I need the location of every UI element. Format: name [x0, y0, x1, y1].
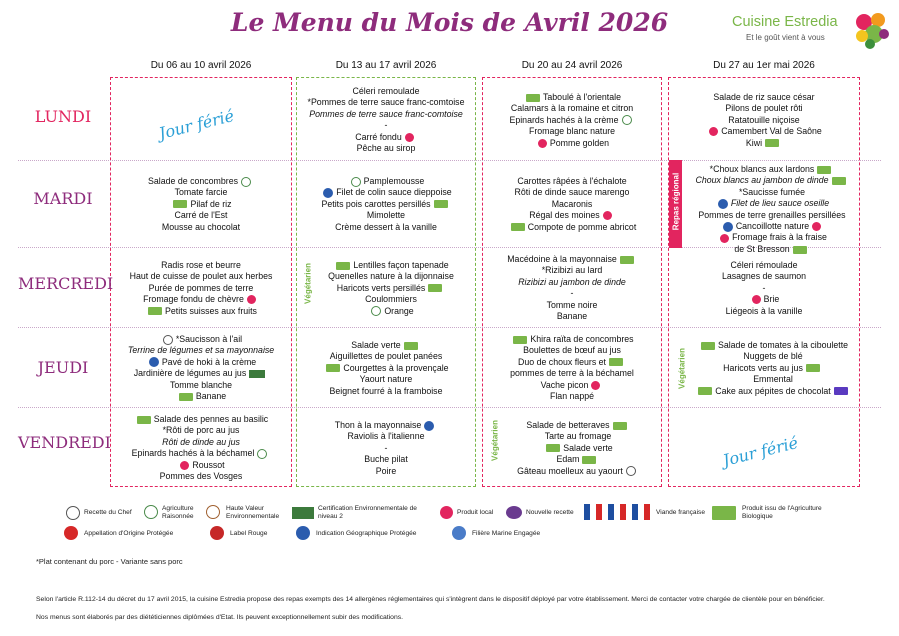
legend-hve: Haute Valeur Environnementale [226, 505, 280, 520]
menu-w2-mardi [298, 176, 474, 233]
repas-regional-label: Repas régional [671, 172, 681, 231]
menu-w4-mercredi [670, 260, 858, 317]
menu-w1-jeudi [112, 334, 290, 402]
menu-item: Brie [763, 294, 780, 305]
menu-item: Pavé de hoki à la crème [161, 356, 257, 367]
certification-icon [249, 370, 265, 378]
legend-msc: Filière Marine Engagée [472, 530, 541, 537]
menu-item: Coulommiers [365, 294, 417, 305]
menu-item: Tomate farcie [174, 187, 228, 198]
viande-francaise-icon [608, 504, 626, 520]
menu-item: Rizibizi au jambon de dinde [518, 276, 626, 287]
menu-item: Roussot [192, 459, 225, 470]
menu-w3-lundi [484, 92, 660, 149]
menu-item: Pommes des Vosges [159, 471, 243, 482]
menu-item: Radis rose et beurre [161, 260, 241, 270]
bio-icon [582, 456, 596, 464]
menu-item: Salade de betteraves [526, 420, 610, 430]
menu-item: pommes de terre à la béchamel [510, 368, 634, 379]
vegetarien-label: Végétarien [677, 348, 687, 389]
menu-w3-jeudi [484, 334, 660, 402]
menu-item: - [762, 282, 766, 293]
menu-w2-vendredi [298, 420, 474, 477]
menu-item: Beignet fourré à la framboise [329, 385, 443, 396]
day-jeudi: JEUDI [37, 358, 89, 377]
bio-icon [765, 139, 779, 147]
msc-icon [452, 526, 466, 540]
legend-local: Produit local [457, 509, 494, 516]
bio-icon [806, 364, 820, 372]
menu-item: Yaourt nature [359, 374, 413, 385]
menu-item: Orange [384, 305, 414, 316]
legend-chef: Recette du Chef [84, 509, 132, 516]
menu-item: Fromage frais à la fraise [732, 232, 827, 243]
bio-icon [701, 342, 715, 350]
row-divider [18, 327, 881, 328]
menu-item: - [384, 442, 388, 453]
menu-item: Céleri rémoulade [730, 260, 798, 270]
nouvelle-recette-icon [834, 387, 848, 395]
hve-icon [622, 115, 632, 125]
menu-w1-mercredi [112, 260, 290, 317]
aop-icon [64, 526, 78, 540]
week4-header: Du 27 au 1er mai 2026 [713, 60, 815, 71]
menu-w3-mercredi [484, 254, 660, 322]
msc-icon [323, 188, 333, 198]
day-lundi: LUNDI [34, 107, 92, 126]
bio-icon [613, 422, 627, 430]
msc-icon [424, 421, 434, 431]
menu-item: Salade de concombres [148, 176, 238, 186]
week2-header: Du 13 au 17 avril 2026 [335, 60, 437, 71]
menu-item: Pamplemousse [363, 176, 425, 186]
row-divider [18, 160, 881, 161]
menu-item: Pomme golden [549, 137, 610, 148]
menu-item: Haut de cuisse de poulet aux herbes [129, 271, 273, 282]
menu-item: *Rôti de porc au jus [162, 425, 240, 436]
bio-icon [832, 177, 846, 185]
menu-item: Céleri remoulade [352, 86, 420, 96]
menu-item: *Saucisson à l'ail [175, 334, 243, 344]
bio-icon [526, 94, 540, 102]
menu-item: Jardinière de légumes au jus [133, 368, 247, 379]
vegetarien-label: Végétarien [303, 263, 313, 304]
menu-item: Cancoillotte nature [735, 221, 810, 232]
hve-icon [206, 505, 220, 519]
menu-item: Nuggets de blé [743, 351, 803, 362]
menu-item: Courgettes à la provençale [343, 362, 449, 373]
week3-header: Du 20 au 24 avril 2026 [521, 60, 623, 71]
local-product-icon [405, 133, 414, 142]
menu-item: Rôti de dinde sauce marengo [514, 187, 630, 198]
menu-w3-vendredi [496, 420, 660, 477]
bio-icon [137, 416, 151, 424]
hve-icon [241, 177, 251, 187]
menu-w4-mardi [684, 164, 860, 255]
menu-item: Salade des pennes au basilic [153, 414, 269, 424]
menu-item: Raviolis à l'italienne [347, 431, 425, 442]
msc-icon [718, 199, 728, 209]
menu-item: Salade verte [563, 442, 613, 453]
menu-item: Aiguillettes de poulet panées [329, 351, 443, 362]
dietician-note: Nos menus sont élaborés par des diététiciennes diplômées d'Etat. Ils peuvent exceptionnellement subir des modifications. [36, 614, 404, 621]
menu-w3-mardi [484, 176, 660, 233]
week1-header: Du 06 au 10 avril 2026 [150, 60, 252, 71]
msc-icon [149, 357, 159, 367]
menu-item: *Saucisse fumée [738, 186, 805, 197]
porc-note: *Plat contenant du porc - Variante sans porc [36, 557, 183, 566]
menu-item: Mimolette [366, 210, 406, 221]
chef-icon [163, 335, 173, 345]
bio-icon [336, 262, 350, 270]
bio-icon [609, 358, 623, 366]
bio-icon [173, 200, 187, 208]
menu-item: Petits pois carottes persillés [321, 198, 431, 209]
menu-item: Emmental [753, 374, 793, 385]
local-product-icon [247, 295, 256, 304]
menu-item: Petits suisses aux fruits [165, 305, 257, 316]
menu-item: Flan nappé [549, 391, 595, 402]
menu-item: Banane [556, 311, 588, 322]
local-product-icon [180, 461, 189, 470]
menu-item: Epinards hachés à la béchamel [131, 448, 255, 459]
menu-item: Fromage blanc nature [528, 126, 616, 137]
legend-aop: Appellation d'Origine Protégée [84, 530, 174, 537]
menu-item: Choux blancs au jambon de dinde [695, 175, 829, 186]
legend-agri: Agriculture Raisonnée [162, 505, 194, 520]
menu-item: Salade verte [351, 340, 401, 350]
menu-item: *Pommes de terre sauce franc-comtoise [307, 97, 465, 108]
menu-item: Gâteau moelleux au yaourt [517, 465, 623, 476]
local-product-icon [812, 222, 821, 231]
bio-icon [404, 342, 418, 350]
menu-item: *Choux blancs aux lardons [709, 164, 815, 174]
bio-icon [434, 200, 448, 208]
local-product-icon [709, 127, 718, 136]
menu-item: Calamars à la romaine et citron [510, 103, 634, 114]
repas-regional-banner [669, 160, 682, 248]
menu-item: *Rizibizi au lard [541, 265, 603, 276]
menu-w2-jeudi [298, 340, 474, 397]
menu-item: Carré fondu [355, 131, 402, 142]
day-mercredi: MERCREDI [18, 274, 114, 293]
menu-item: Epinards hachés à la crème [509, 114, 619, 125]
menu-item: Quenelles nature à la dijonnaise [328, 271, 454, 282]
nouvelle-recette-icon [506, 506, 522, 519]
menu-item: Pommes de terre grenailles persillées [698, 209, 846, 220]
allergen-note: Selon l'article R.112-14 du décret du 17 avril 2015, la cuisine Estredia propose des repas exempts des 14 allergènes réglementaires qui s'intègrent dans le dispositif déployé par votre établissement. Merci de contacter votre chargée de clientèle pour en bénéficier. [36, 596, 825, 603]
local-product-icon [440, 506, 453, 519]
viande-francaise-icon [632, 504, 650, 520]
local-product-icon [720, 234, 729, 243]
hve-icon [257, 449, 267, 459]
menu-item: Tomme noire [546, 299, 598, 310]
menu-item: Taboulé à l'orientale [543, 92, 621, 102]
menu-item: Khira raïta de concombres [530, 334, 634, 344]
day-vendredi: VENDREDI [18, 433, 111, 452]
menu-w4-lundi [670, 92, 858, 149]
legend-new: Nouvelle recette [526, 509, 574, 516]
local-product-icon [538, 139, 547, 148]
vegetables-logo-icon [850, 8, 894, 52]
menu-item: - [384, 120, 388, 131]
bio-icon [712, 506, 736, 520]
agriculture-raisonnee-icon [144, 505, 158, 519]
brand-name: Cuisine Estredia [732, 14, 838, 30]
menu-item: Macaronis [551, 198, 593, 209]
menu-item: Liégeois à la vanille [725, 305, 803, 316]
menu-item: Poire [375, 465, 397, 476]
aop-icon [723, 222, 733, 232]
menu-w1-mardi [112, 176, 290, 233]
menu-item: Vache picon [540, 379, 589, 390]
menu-item: Lentilles façon tapenade [353, 260, 449, 270]
menu-item: Terrine de légumes et sa mayonnaise [127, 345, 275, 356]
menu-item: Banane [195, 391, 227, 402]
menu-item: Lasagnes de saumon [721, 271, 807, 282]
viande-francaise-icon [584, 504, 602, 520]
menu-item: Pêche au sirop [356, 143, 416, 154]
menu-item: Duo de choux fleurs et [517, 356, 607, 367]
menu-w2-lundi [298, 86, 474, 154]
bio-icon [698, 387, 712, 395]
menu-w4-jeudi [686, 340, 860, 397]
menu-item: Régal des moines [529, 210, 600, 221]
menu-item: Kiwi [745, 137, 763, 148]
menu-item: Salade de tomates à la ciboulette [717, 340, 849, 350]
menu-item: de St Bresson [734, 243, 790, 254]
bio-icon [793, 246, 807, 254]
menu-item: Carré de l'Est [174, 210, 228, 221]
certification-icon [292, 507, 314, 519]
brand-tagline: Et le goût vient à vous [746, 33, 825, 42]
bio-icon [148, 307, 162, 315]
menu-item: Tomme blanche [169, 379, 233, 390]
bio-icon [511, 223, 525, 231]
chef-icon [626, 466, 636, 476]
menu-item: Haricots verts au jus [723, 362, 803, 373]
legend-label-rouge: Label Rouge [230, 530, 268, 537]
menu-item: Haricots verts persillés [336, 282, 426, 293]
bio-icon [326, 364, 340, 372]
bio-icon [817, 166, 831, 174]
menu-item: Compote de pomme abricot [527, 221, 637, 232]
brand-logo [732, 8, 897, 54]
bio-icon [179, 393, 193, 401]
legend-bio: Produit issu de l'Agriculture Biologique [742, 505, 822, 520]
page-title: Le Menu du Mois de Avril 2026 [230, 8, 669, 37]
hve-icon [371, 306, 381, 316]
menu-item: - [570, 288, 574, 299]
menu-w2-mercredi [308, 260, 474, 317]
menu-item: Tarte au fromage [544, 431, 612, 442]
menu-item: Macédoine à la mayonnaise [507, 254, 617, 264]
legend-cert: Certification Environnementale de niveau 2 [318, 505, 417, 520]
menu-item: Filet de colin sauce dieppoise [336, 187, 452, 198]
menu-item: Ratatouille niçoise [728, 114, 800, 125]
legend-vf: Viande française [656, 509, 705, 516]
local-product-icon [603, 211, 612, 220]
menu-item: Camembert Val de Saône [721, 126, 822, 137]
vegetarien-label: Végétarien [490, 420, 500, 461]
menu-item: Carottes râpées à l'échalote [517, 176, 627, 186]
menu-item: Buche pilat [364, 454, 408, 465]
chef-icon [66, 506, 80, 520]
jour-ferie-label: Jour férié [720, 433, 800, 470]
menu-item: Pommes de terre sauce franc-comtoise [309, 108, 463, 119]
menu-item: Crème dessert à la vanille [335, 221, 437, 232]
menu-item: Thon à la mayonnaise [334, 420, 422, 430]
menu-item: Salade de riz sauce césar [713, 92, 815, 102]
bio-icon [428, 284, 442, 292]
menu-item: Pilaf de riz [190, 198, 232, 209]
menu-item: Cake aux pépites de chocolat [715, 385, 831, 396]
label-rouge-icon [210, 526, 224, 540]
row-divider [18, 407, 881, 408]
menu-item: Purée de pommes de terre [148, 282, 254, 293]
day-mardi: MARDI [33, 189, 93, 208]
menu-item: Fromage fondu de chèvre [143, 294, 244, 305]
menu-w1-vendredi [112, 414, 290, 482]
menu-item: Pilons de poulet rôti [725, 103, 803, 114]
local-product-icon [752, 295, 761, 304]
local-product-icon [591, 381, 600, 390]
legend-igp: Indication Géographique Protégée [316, 530, 417, 537]
menu-item: Rôti de dinde au jus [162, 436, 240, 447]
hve-icon [351, 177, 361, 187]
igp-icon [296, 526, 310, 540]
menu-item: Edam [556, 454, 580, 465]
bio-icon [546, 444, 560, 452]
bio-icon [513, 336, 527, 344]
jour-ferie-label: Jour férié [156, 106, 236, 143]
menu-item: Boulettes de bœuf au jus [523, 345, 621, 356]
menu-item: Filet de lieu sauce oseille [730, 198, 830, 209]
bio-icon [620, 256, 634, 264]
menu-item: Mousse au chocolat [161, 221, 241, 232]
